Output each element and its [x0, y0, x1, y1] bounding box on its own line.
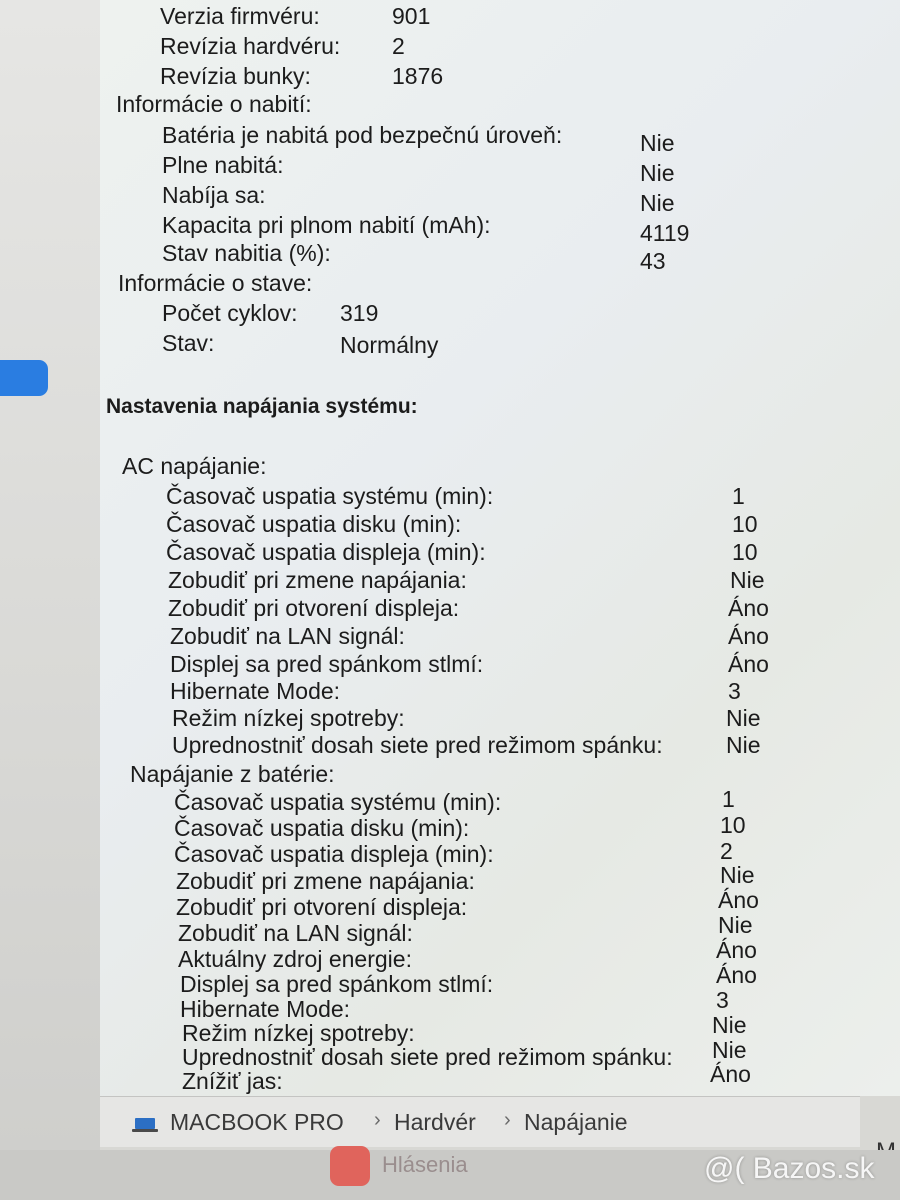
setting-label: Displej sa pred spánkom stlmí:	[170, 651, 484, 677]
ac-power-heading: AC napájanie:	[122, 453, 267, 479]
power-settings-title: Nastavenia napájania systému:	[106, 395, 418, 418]
laptop-icon	[132, 1117, 158, 1133]
condition-label: Stav:	[162, 330, 215, 356]
charge-row-value: Nie	[640, 160, 675, 186]
setting-value: Nie	[726, 705, 761, 731]
setting-label: Hibernate Mode:	[180, 996, 351, 1022]
setting-label: Režim nízkej spotreby:	[182, 1020, 415, 1046]
setting-value: Áno	[728, 651, 769, 677]
setting-value: 3	[728, 678, 741, 704]
setting-value: Áno	[728, 595, 769, 621]
setting-label: Časovač uspatia systému (min):	[174, 789, 502, 815]
sidebar	[0, 0, 100, 1150]
report-content	[100, 0, 900, 1096]
cell-revision-label: Revízia bunky:	[160, 63, 311, 89]
setting-value: Nie	[720, 862, 755, 888]
firmware-value: 901	[392, 3, 431, 29]
setting-value: Áno	[728, 623, 769, 649]
setting-label: Časovač uspatia displeja (min):	[174, 841, 494, 867]
setting-label: Zobudiť pri otvorení displeja:	[176, 894, 468, 920]
setting-label: Časovač uspatia systému (min):	[166, 483, 494, 509]
breadcrumb-separator: ›	[504, 1109, 511, 1131]
watermark: @( Bazos.sk	[704, 1152, 875, 1185]
setting-label: Zobudiť na LAN signál:	[178, 920, 413, 946]
charge-row-label: Plne nabitá:	[162, 152, 284, 178]
setting-value: Áno	[716, 937, 757, 963]
setting-value: Nie	[712, 1037, 747, 1063]
setting-label: Hibernate Mode:	[170, 678, 341, 704]
setting-label: Uprednostniť dosah siete pred režimom spánku:	[182, 1044, 673, 1070]
setting-label: Časovač uspatia disku (min):	[166, 511, 462, 537]
setting-value: Áno	[710, 1061, 751, 1087]
cell-revision-value: 1876	[392, 63, 444, 89]
setting-value: 10	[732, 511, 758, 537]
setting-value: Nie	[712, 1012, 747, 1038]
setting-label: Režim nízkej spotreby:	[172, 705, 405, 731]
charge-row-label: Nabíja sa:	[162, 182, 266, 208]
charge-row-value: Nie	[640, 190, 675, 216]
setting-label: Zobudiť pri zmene napájania:	[168, 567, 467, 593]
setting-value: 1	[722, 786, 735, 812]
charge-row-value: 43	[640, 248, 666, 274]
setting-label: Zobudiť pri zmene napájania:	[176, 868, 475, 894]
setting-label: Aktuálny zdroj energie:	[178, 946, 412, 972]
setting-value: 1	[732, 483, 745, 509]
notifications-label[interactable]: Hlásenia	[382, 1152, 468, 1177]
setting-value: 3	[716, 987, 729, 1013]
setting-value: Nie	[726, 732, 761, 758]
setting-label: Znížiť jas:	[182, 1068, 283, 1094]
charge-row-value: 4119	[640, 220, 690, 246]
cycle-count-label: Počet cyklov:	[162, 300, 298, 326]
setting-label: Zobudiť pri otvorení displeja:	[168, 595, 460, 621]
notification-icon[interactable]	[330, 1146, 370, 1186]
setting-value: Nie	[718, 912, 753, 938]
setting-label: Zobudiť na LAN signál:	[170, 623, 405, 649]
charge-row-value: Nie	[640, 130, 675, 156]
firmware-label: Verzia firmvéru:	[160, 3, 320, 29]
setting-label: Časovač uspatia displeja (min):	[166, 539, 486, 565]
setting-value: Áno	[716, 962, 757, 988]
hardware-revision-label: Revízia hardvéru:	[160, 33, 341, 59]
breadcrumb-power[interactable]: Napájanie	[524, 1109, 628, 1135]
setting-value: 2	[720, 838, 733, 864]
sidebar-selected-item[interactable]	[0, 360, 48, 396]
breadcrumb-separator: ›	[374, 1109, 381, 1131]
setting-label: Časovač uspatia disku (min):	[174, 815, 470, 841]
setting-value: Áno	[718, 887, 759, 913]
health-info-heading: Informácie o stave:	[118, 270, 313, 296]
setting-value: 10	[732, 539, 758, 565]
charge-row-label: Stav nabitia (%):	[162, 240, 331, 266]
charge-info-heading: Informácie o nabití:	[116, 91, 312, 117]
setting-label: Uprednostniť dosah siete pred režimom spánku:	[172, 732, 663, 758]
hardware-revision-value: 2	[392, 33, 405, 59]
charge-row-label: Batéria je nabitá pod bezpečnú úroveň:	[162, 122, 563, 148]
cycle-count-value: 319	[340, 300, 379, 326]
setting-value: Nie	[730, 567, 765, 593]
breadcrumb-device[interactable]: MACBOOK PRO	[170, 1109, 344, 1135]
breadcrumb-hardware[interactable]: Hardvér	[394, 1109, 476, 1135]
charge-row-label: Kapacita pri plnom nabití (mAh):	[162, 212, 491, 238]
setting-value: 10	[720, 812, 746, 838]
setting-label: Displej sa pred spánkom stlmí:	[180, 971, 494, 997]
path-bar	[100, 1096, 860, 1147]
battery-power-heading: Napájanie z batérie:	[130, 761, 335, 787]
condition-value: Normálny	[340, 332, 439, 358]
